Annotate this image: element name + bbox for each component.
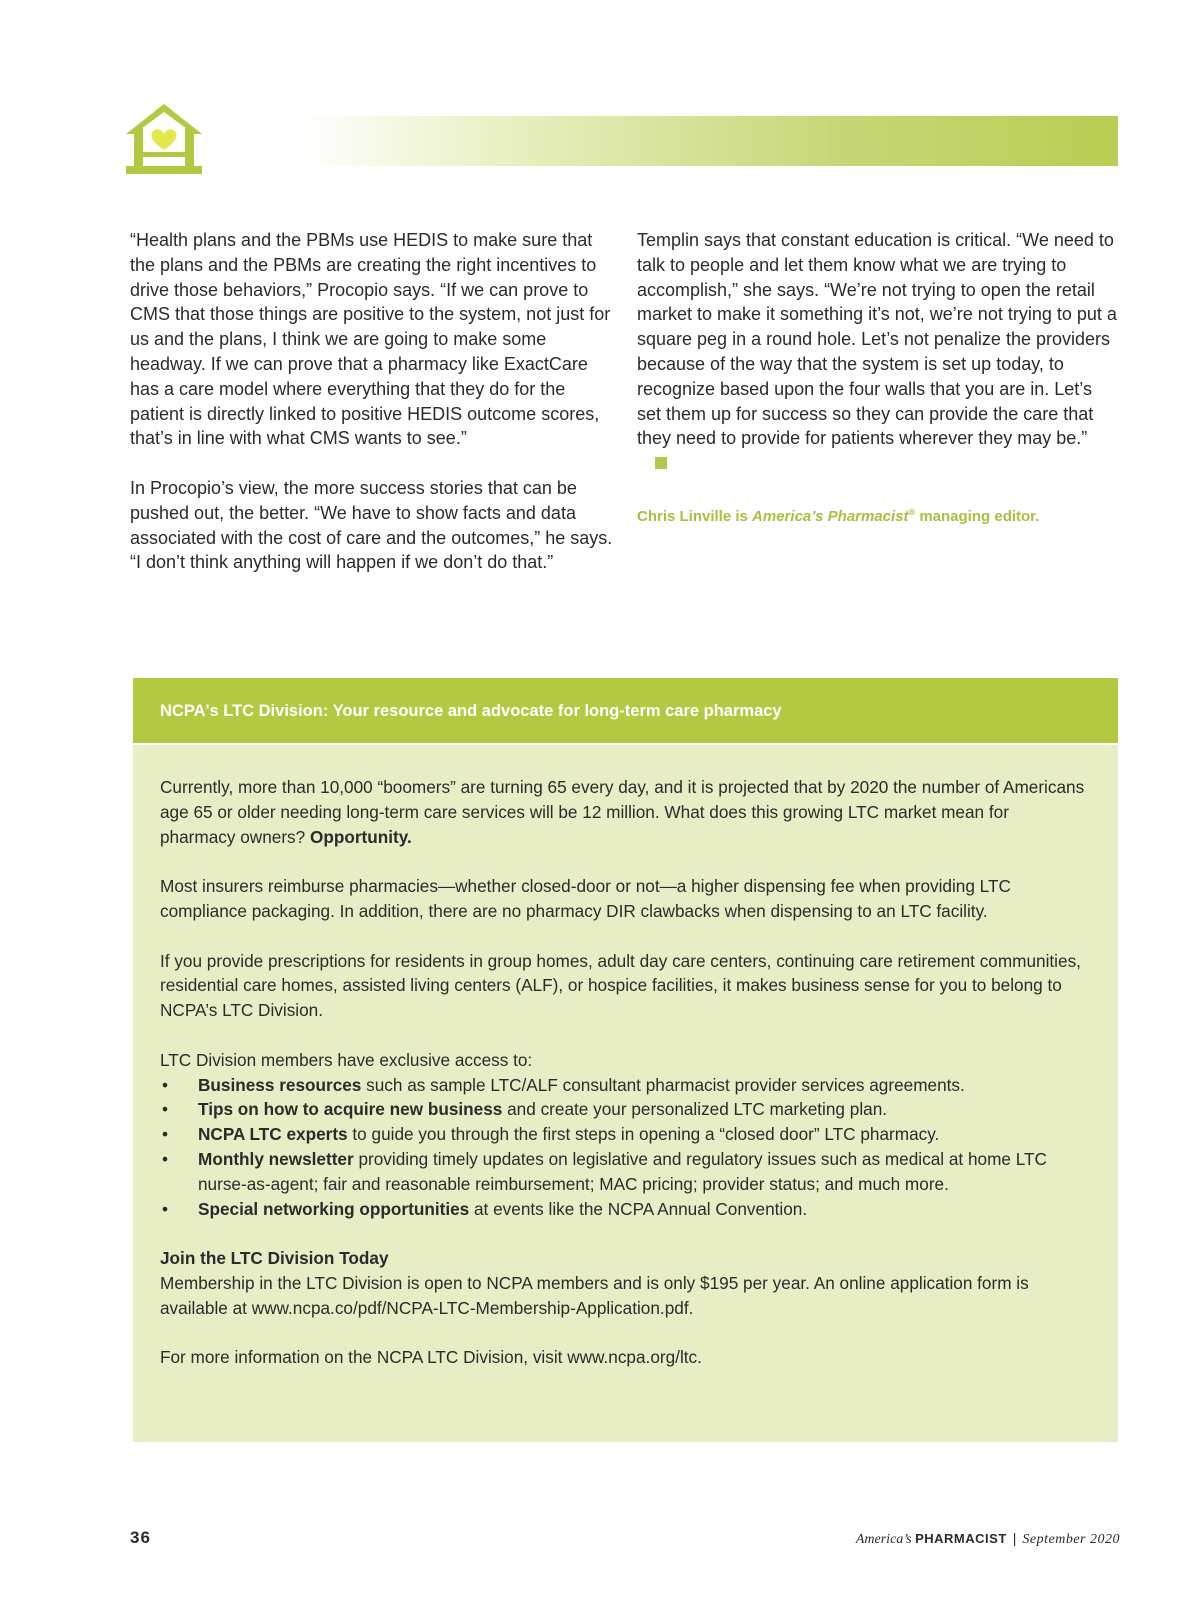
author-byline — [637, 501, 1117, 528]
footer-separator: | — [1012, 1530, 1017, 1546]
list-item — [160, 1147, 1088, 1197]
sidebar-title: NCPA's LTC Division: Your resource and advocate for long-term care pharmacy — [133, 678, 1118, 745]
article-paragraph — [637, 228, 1117, 476]
bullet-icon: • — [162, 1074, 169, 1095]
registered-mark: ® — [908, 506, 916, 517]
list-item-text: such as sample LTC/ALF consultant pharmacist provider services agreements. — [361, 1074, 965, 1095]
list-item-bold: Special networking opportunities — [198, 1198, 470, 1219]
article-paragraph-text: Templin says that constant education is critical. “We need to talk to people and let them know what we are trying to accomplish,” she says. “We’re not trying to open the retail market to make it something it’s not, we’re not trying to put a square peg in a round hole. Let’s not penalize the providers because of the way that the system is set up today, to recognize based upon the four walls that you are in. Let’s set them up for success so they can provide the care that they need to provide for patients wherever they may be.” — [637, 230, 1117, 449]
bullet-icon: • — [162, 1148, 169, 1169]
list-item-text: to guide you through the first steps in opening a “closed door” LTC pharmacy. — [347, 1124, 940, 1145]
list-item — [160, 1122, 1088, 1147]
sidebar-paragraph-text: Currently, more than 10,000 “boomers” are turning 65 every day, and it is projected that by 2020 the number of Americans age 65 or older needing long-term care services will be 12 million. What does this growing LTC market mean for pharmacy owners? — [160, 777, 1085, 847]
benefits-list — [160, 1073, 1088, 1222]
list-item — [160, 1073, 1088, 1098]
join-paragraph: Membership in the LTC Division is open to NCPA members and is only $195 per year. An online application form is available at www.ncpa.co/pdf/NCPA-LTC-Membership-Application.pdf. — [160, 1272, 1029, 1318]
sidebar-paragraph: Most insurers reimburse pharmacies—whether closed-door or not—a higher dispensing fee when providing LTC compliance packaging. In addition, there are no pharmacy DIR clawbacks when dispensing to an LTC facility. — [160, 876, 1011, 921]
list-item-text: at events like the NCPA Annual Convention. — [469, 1198, 808, 1219]
issue-date: September 2020 — [1022, 1532, 1120, 1547]
page-number: 36 — [130, 1528, 151, 1547]
byline-publication: America’s Pharmacist — [752, 507, 909, 525]
list-item-bold: Tips on how to acquire new business — [198, 1099, 503, 1120]
list-item-bold: Monthly newsletter — [198, 1148, 354, 1169]
list-item-bold: Business resources — [198, 1074, 362, 1095]
article-left-column — [130, 228, 620, 600]
byline-suffix: managing editor. — [915, 507, 1040, 525]
ltc-division-sidebar — [133, 678, 1118, 1442]
sidebar-emphasis: Opportunity. — [309, 826, 412, 847]
list-item-bold: NCPA LTC experts — [198, 1124, 348, 1145]
bullet-icon: • — [162, 1198, 169, 1219]
list-item-text: and create your personalized LTC marketing plan. — [502, 1099, 888, 1120]
sidebar-paragraph: If you provide prescriptions for residents in group homes, adult day care centers, continuing care retirement communities, residential care homes, assisted living centers (ALF), or hospice facilities, it makes business sense for you to belong to NCPA’s LTC Division. — [160, 950, 1081, 1021]
publication-footer — [856, 1530, 1120, 1548]
list-item — [160, 1197, 1088, 1222]
bullet-icon: • — [162, 1099, 169, 1120]
list-item — [160, 1097, 1088, 1122]
magazine-name-caps: PHARMACIST — [915, 1531, 1007, 1546]
byline-prefix: Chris Linville is — [637, 507, 753, 525]
magazine-name-italic: America’s — [855, 1532, 912, 1547]
access-intro: LTC Division members have exclusive access to: — [160, 1049, 533, 1070]
sidebar-body — [133, 745, 1118, 1370]
join-heading-text: Join the LTC Division Today — [160, 1248, 389, 1269]
header-accent-bar — [300, 116, 1118, 166]
article-right-column — [637, 228, 1117, 528]
join-heading — [160, 1246, 1088, 1271]
article-paragraph: “Health plans and the PBMs use HEDIS to make sure that the plans and the PBMs are creating the right incentives to drive those behaviors,” Procopio says. “If we can prove to CMS that those things are positive to the system, not just for us and the plans, I think we are going to make some headway. If we can prove that a pharmacy like ExactCare has a care model where everything that they do for the patient is directly linked to positive HEDIS outcome scores, that’s in line with what CMS wants to see.” — [130, 230, 611, 449]
house-heart-icon — [124, 100, 204, 178]
more-info-paragraph: For more information on the NCPA LTC Division, visit www.ncpa.org/ltc. — [160, 1347, 702, 1368]
sidebar-paragraph — [160, 775, 1088, 849]
article-paragraph: In Procopio’s view, the more success stories that can be pushed out, the better. “We have to show facts and data associated with the cost of care and the outcomes,” he says. “I don’t think anything will happen if we don’t do that.” — [130, 477, 613, 573]
list-item-text: providing timely updates on legislative and regulatory issues such as medical at home LTC nurse-as-agent; fair and reasonable reimbursement; MAC pricing; provider status; and much more. — [198, 1148, 1047, 1194]
bullet-icon: • — [162, 1124, 169, 1145]
end-mark-icon — [655, 457, 667, 469]
